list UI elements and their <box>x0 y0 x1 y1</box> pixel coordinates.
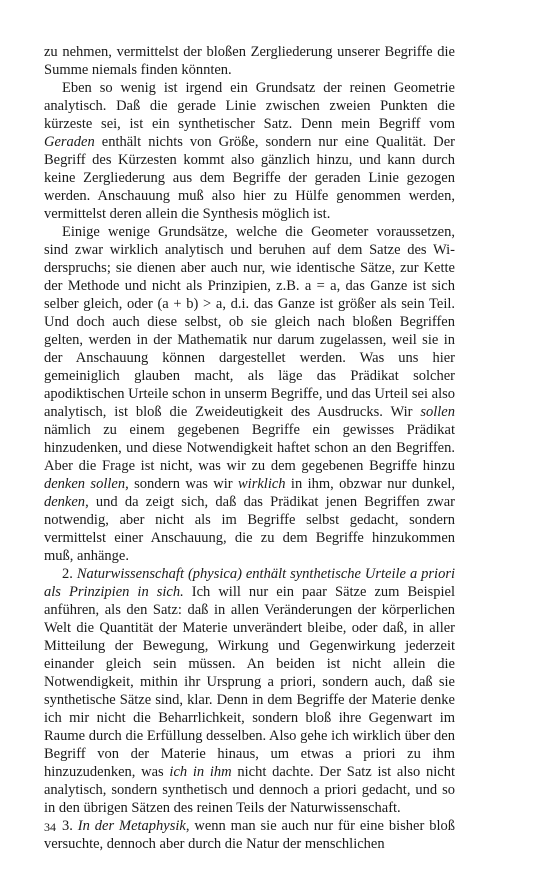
text-run: Einige wenige Grundsätze, welche die Geometer voraussetzen, sind zwar wirklich analytisch und beruhen auf dem Satze des Widerspruchs; sie dienen aber auch nur, wie identische Sätze, zur Kette der Methode und nicht als Prinzipien, z.B. a = a, das Ganze ist sich selber gleich, oder (a + b) > a, d.i. das Ganze ist größer als sein Teil. Und doch auch diese selbst, ob sie gleich nach bloßen Begriffen gelten, werden in der Mathematik nur darum zugelassen, weil sie in der Anschauung können dargestellet werden. Was uns hier gemeiniglich glauben macht, als läge das Prädikat solcher apodiktischen Urteile schon in unserm Begriffe, und das Urteil sei also analytisch, ist bloß die Zweideutigkeit des Ausdrucks. Wir <box>44 224 455 420</box>
italic-run: wirklich <box>238 476 286 492</box>
italic-run: denken sollen <box>44 476 126 492</box>
text-run: , und da zeigt sich, daß das Prädikat jenen Begriffen zwar notwendig, aber nicht als im Begriffe selbst gedacht, sondern vermittelst einer Anschauung, die zu dem Begriffe hinzukommen muß, anhänge. <box>44 494 455 564</box>
text-run: , sondern was wir <box>125 476 239 492</box>
italic-run: ich in ihm <box>169 764 232 780</box>
text-run: 3. <box>62 818 78 834</box>
paragraph <box>44 79 455 223</box>
text-run: Eben so wenig ist irgend ein Grundsatz der reinen Geometrie analytisch. Daß die gerade Linie zwischen zweien Punkten die kürzeste sei, ist ein synthetischer Satz. Denn mein Begriff vom <box>44 80 455 132</box>
text-run: in ihm, obzwar nur dunkel, <box>285 476 455 492</box>
text-run: enthält nichts von Größe, sondern nur eine Qualität. Der Begriff des Kürzesten kommt also gänzlich hinzu, und kann durch keine Zergliederung aus dem Begriffe der geraden Linie gezogen werden. Anschauung muß also hier zu Hülfe genommen werden, vermittelst deren allein die Synthesis möglich ist. <box>44 134 455 222</box>
paragraph <box>44 223 455 565</box>
text-run: 2. <box>62 566 77 582</box>
italic-run: sollen <box>420 404 455 420</box>
page-number: 34 <box>44 820 56 834</box>
paragraph <box>44 565 455 817</box>
italic-run: Geraden <box>44 134 95 150</box>
text-run: Ich will nur ein paar Sätze zum Beispiel anführen, als den Satz: daß in allen Veränderungen der körperlichen Welt die Quantität der Materie unverändert bleibe, oder daß, in aller Mitteilung der Bewegung, Wirkung und Gegenwirkung jederzeit einander gleich sein müssen. An beiden ist nicht allein die Notwendigkeit, mithin ihr Ursprung a priori, sondern auch, daß sie synthetische Sätze sind, klar. Denn in dem Begriffe der Materie denke ich mir nicht die Beharrlichkeit, sondern bloß ihre Gegenwart im Raume durch die Erfüllung desselben. Also gehe ich wirklich über den Begriff von der Materie hinaus, um etwas a priori zu ihm hinzuzudenken, was <box>44 584 455 780</box>
italic-run: In der Metaphysik <box>77 818 186 834</box>
text-run: nämlich zu einem gegebenen Begriffe ein gewisses Prädikat hinzudenken, und diese Notwendigkeit haftet schon an den Begriffen. Aber die Frage ist nicht, was wir zu dem gegebenen Begriffe hinzu <box>44 422 455 474</box>
italic-run: Naturwissenschaft (physica) enthält synthetische Urteile a priori als Prinzipien in sich. <box>44 566 456 600</box>
text-run: zu nehmen, vermittelst der bloßen Zergliederung unserer Begriffe die Summe niemals finden könnten. <box>44 44 455 78</box>
body-text <box>44 43 455 853</box>
paragraph <box>44 817 455 853</box>
text-run: nicht dachte. Der Satz ist also nicht analytisch, sondern synthetisch und dennoch a priori gedacht, und so in den übrigen Sätzen des reinen Teils der Naturwissenschaft. <box>44 764 455 816</box>
italic-run: denken <box>44 494 86 510</box>
text-run: , wenn man sie auch nur für eine bisher bloß versuchte, dennoch aber durch die Natur der menschlichen <box>44 818 456 852</box>
paragraph <box>44 43 455 79</box>
